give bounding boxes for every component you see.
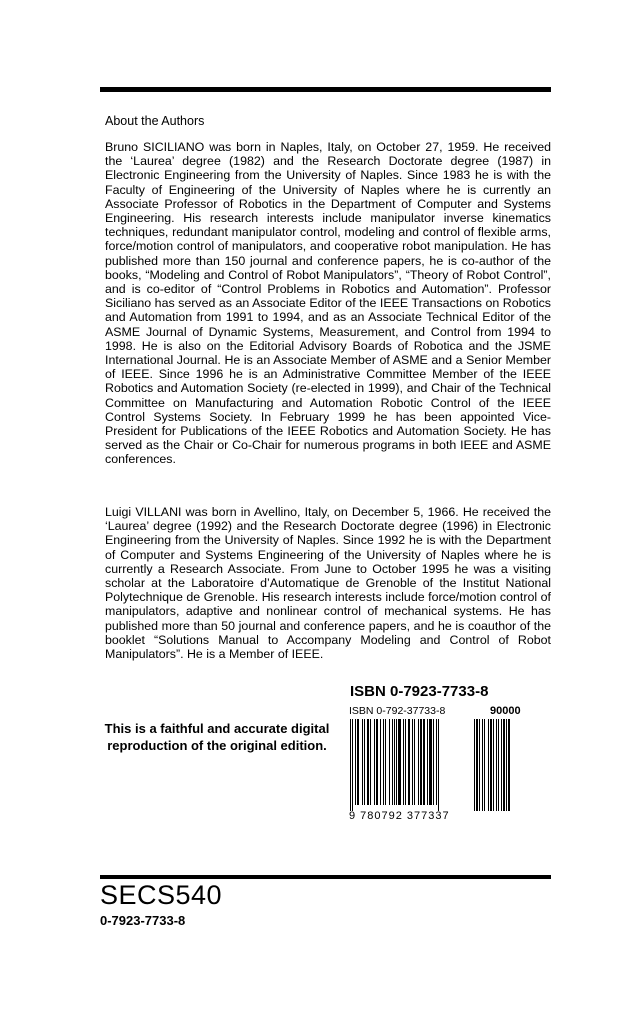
barcode-bar [420,719,422,805]
barcode-bar [506,719,507,811]
series-code: SECS540 [100,880,223,910]
barcode-bar [398,719,401,805]
barcode-bar [355,719,356,805]
barcode-bar [385,719,386,805]
barcode-bar [484,719,485,811]
barcode-bar [488,719,489,811]
barcode-bar [396,719,397,805]
barcode-bar [474,719,475,811]
barcode-bar [383,719,384,805]
barcode-bar [374,719,375,805]
section-heading: About the Authors [105,114,205,128]
reproduction-notice [97,720,337,754]
barcode-bar [405,719,406,805]
bottom-rule [100,875,551,879]
isbn-bottom: 0-7923-7733-8 [100,913,186,928]
isbn-label: ISBN 0-7923-7733-8 [350,683,489,700]
barcode-bar [501,719,502,811]
barcode-bar [408,719,410,805]
barcode-bar [508,719,510,811]
barcode-bar [392,719,393,805]
author-bio-siciliano: Bruno SICILIANO was born in Naples, Italy, on October 27, 1959. He received the ‘Laurea’ degree (1982) and the Research Doctorate degree (1987) in Electronic Engineering from the University of Naples. Since 1983 he is with the Faculty of Engineering of the University of Naples where he is currently an Associate Professor of Robotics in the Department of Computer and Systems Engineering. His research interests include manipulator inverse kinematics techniques, redundant manipulator control, modeling and control of flexible arms, force/motion control of manipulators, and cooperative robot manipulation. He has published more than 150 journal and conference papers, he is co-author of the books, “Modeling and Control of Robot Manipulators”, “Theory of Robot Control”, and is co-editor of “Control Problems in Robotics and Automation”. Professor Siciliano has served as an Associate Editor of the IEEE Transactions on Robotics and Automation from 1991 to 1994, and as an Associate Technical Editor of the ASME Journal of Dynamic Systems, Measurement, and Control from 1994 to 1998. He is also on the Editorial Advisory Boards of Robotica and the JSME International Journal. He is an Associate Member of ASME and a Senior Member of IEEE. Since 1996 he is an Administrative Committee Member of the IEEE Robotics and Automation Society (re-elected in 1999), and Chair of the Technical Committee on Manufacturing and Automation Robotic Control of the IEEE Control Systems Society. In February 1999 he has been appointed Vice-President for Publications of the IEEE Robotics and Automation Society. He has served as the Chair or Co-Chair for numerous programs in both IEEE and ASME conferences. [105,140,551,467]
barcode-bar [429,719,432,805]
barcode-bar [412,719,413,805]
barcode-digits: 9 780792 377337 [349,810,450,822]
barcode-bar [418,719,419,805]
barcode-price-code: 90000 [490,705,521,717]
author-bio-villani: Luigi VILLANI was born in Avellino, Italy, on December 5, 1966. He received the ‘Laurea’ degree (1992) and the Research Doctorate degree (1996) in Electronic Engineering from the University of Naples. Since 1992 he is with the Department of Computer and Systems Engineering of the University of Naples where he is currently a Research Associate. From June to October 1995 he was a visiting scholar at the Laboratoire d’Automatique de Grenoble of the Institut National Polytechnique de Grenoble. His research interests include force/motion control of manipulators, adaptive and nonlinear control of mechanical systems. He has published more than 50 journal and conference papers, and he is coauthor of the booklet “Solutions Manual to Accompany Modeling and Control of Robot Manipulators”. He is a Member of IEEE. [105,505,551,662]
barcode-isbn-text: ISBN 0-792-37733-8 [349,705,446,717]
notice-line-2: reproduction of the original edition. [107,738,327,753]
notice-line-1: This is a faithful and accurate digital [104,721,330,736]
barcode-bar [389,719,390,805]
barcode-bar [427,719,428,805]
barcode-bar [370,719,371,805]
barcode-bar [496,719,497,811]
barcode-bar [490,719,492,811]
barcode-bar [350,719,351,811]
barcode-bar [503,719,505,811]
barcode-bar [367,719,369,805]
addon-barcode [474,719,511,811]
barcode-bar [364,719,365,805]
barcode-bar [414,719,415,805]
barcode-bar [376,719,378,805]
barcode-bar [403,719,404,805]
ean-barcode [350,719,469,811]
barcode-bar [498,719,499,811]
barcode-bar [476,719,478,811]
barcode-bar [433,719,434,805]
barcode-bar [357,719,359,805]
barcode-bar [362,719,363,805]
barcode-bar [352,719,353,811]
barcode-bar [380,719,381,805]
barcode-bar [482,719,483,811]
barcode-bar [493,719,494,811]
barcode-bar [438,719,439,811]
top-rule [100,87,551,92]
barcode-bar [479,719,480,811]
barcode-bar [436,719,437,805]
barcode-bar [394,719,395,805]
barcode-bar [423,719,425,805]
